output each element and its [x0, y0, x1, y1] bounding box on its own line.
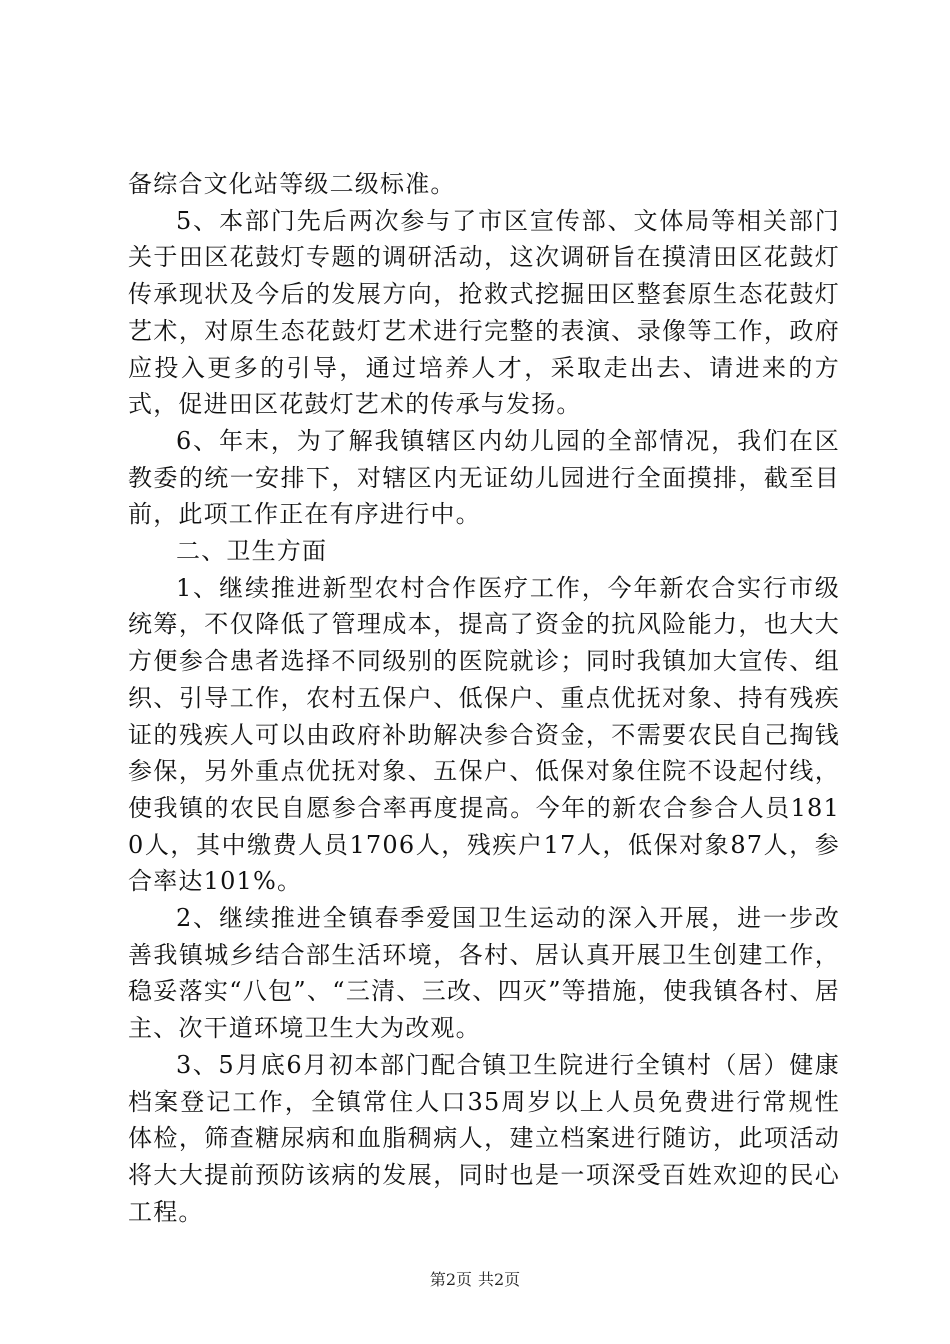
page-total: 共2页	[478, 1270, 521, 1289]
paragraph-health-2: 2、继续推进全镇春季爱国卫生运动的深入开展，进一步改善我镇城乡结合部生活环境，各村、居认真开展卫生创建工作，稳妥落实“八包”、“三清、三改、四灭”等措施，使我镇各村、居主、次干道环境卫生大为改观。	[128, 904, 840, 1043]
section-heading-health: 二、卫生方面	[176, 537, 328, 566]
document-body	[128, 166, 840, 1230]
paragraph-continuation: 备综合文化站等级二级标准。	[128, 170, 456, 198]
paragraph-item-6: 6、年末，为了解我镇辖区内幼儿园的全部情况，我们在区教委的统一安排下，对辖区内无证幼儿园进行全面摸排，截至目前，此项工作正在有序进行中。	[128, 426, 840, 529]
page-footer	[0, 1270, 950, 1290]
paragraph-health-1: 1、继续推进新型农村合作医疗工作，今年新农合实行市级统筹，不仅降低了管理成本，提高了资金的抗风险能力，也大大方便参合患者选择不同级别的医院就诊；同时我镇加大宣传、组织、引导工作，农村五保户、低保户、重点优抚对象、持有残疾证的残疾人可以由政府补助解决参合资金，不需要农民自己掏钱参保，另外重点优抚对象、五保户、低保对象住院不设起付线，使我镇的农民自愿参合率再度提高。今年的新农合参合人员1810人，其中缴费人员1706人，残疾户17人，低保对象87人，参合率达101%。	[128, 573, 840, 896]
paragraph-health-3: 3、5月底6月初本部门配合镇卫生院进行全镇村（居）健康档案登记工作，全镇常住人口35周岁以上人员免费进行常规性体检，筛查糖尿病和血脂稠病人，建立档案进行随访，此项活动将大大提前预防该病的发展，同时也是一项深受百姓欢迎的民心工程。	[128, 1050, 840, 1226]
paragraph-item-5: 5、本部门先后两次参与了市区宣传部、文体局等相关部门关于田区花鼓灯专题的调研活动，这次调研旨在摸清田区花鼓灯传承现状及今后的发展方向，抢救式挖掘田区整套原生态花鼓灯艺术，对原生态花鼓灯艺术进行完整的表演、录像等工作，政府应投入更多的引导，通过培养人才，采取走出去、请进来的方式，促进田区花鼓灯艺术的传承与发扬。	[128, 206, 840, 419]
page-number: 第2页	[429, 1270, 472, 1289]
